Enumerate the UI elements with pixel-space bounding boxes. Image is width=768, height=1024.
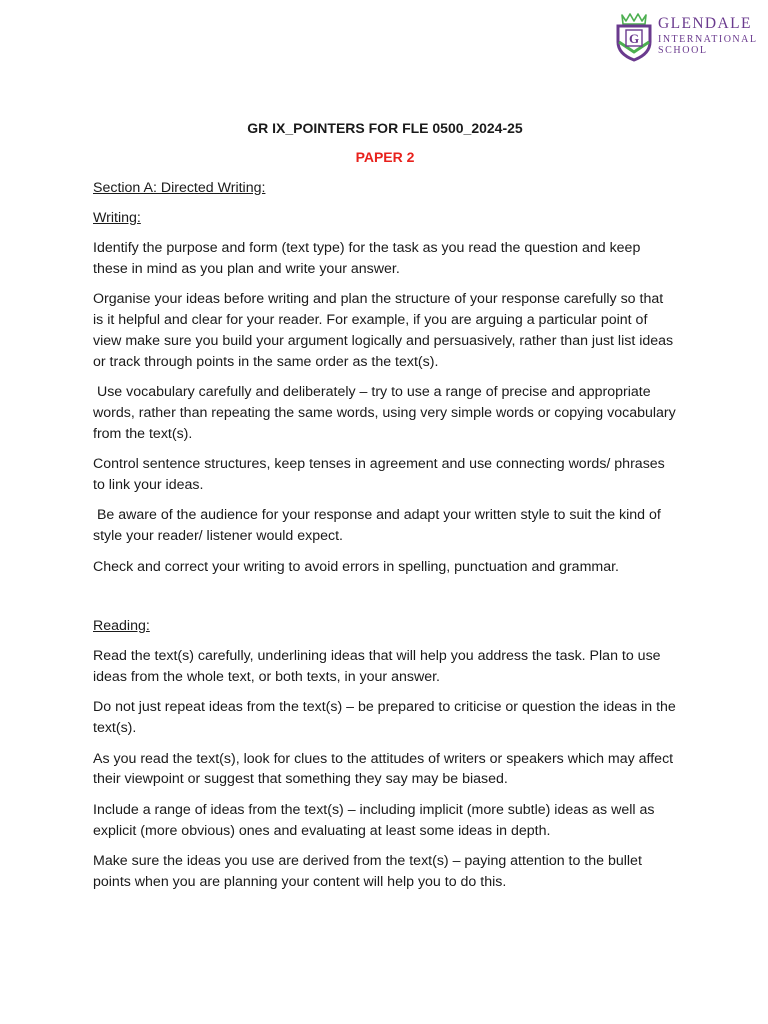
paper-label: PAPER 2 [355,148,415,165]
logo-subtitle-line2: SCHOOL [658,44,708,56]
section-a-heading: Section A: Directed Writing: [93,179,266,196]
crown-shield-icon [614,12,654,62]
writing-point: Use vocabulary carefully and deliberately – try to use a range of precise and appropriate words, rather than repeating the same words, using very simple words or copying vocabulary from the text(s). [93,384,680,442]
reading-point: Do not just repeat ideas from the text(s) – be prepared to criticise or question the ideas in the text(s). [93,699,676,737]
logo-text [658,16,758,56]
reading-heading: Reading: [93,617,150,634]
logo-subtitle-line1: INTERNATIONAL [658,33,758,45]
reading-point: Make sure the ideas you use are derived from the text(s) – paying attention to the bullet points when you are planning your content will help you to do this. [93,852,642,890]
writing-point: Organise your ideas before writing and plan the structure of your response carefully so that is it helpful and clear for your reader. For example, if you are arguing a particular point of view make sure you build your argument logically and persuasively, rather than just list ideas or track through points in the same order as the text(s). [93,291,674,370]
logo-school-name: GLENDALE [658,15,752,32]
writing-point: Check and correct your writing to avoid errors in spelling, punctuation and grammar. [93,558,619,575]
school-logo [614,12,762,64]
writing-point: Identify the purpose and form (text type) for the task as you read the question and keep these in mind as you plan and write your answer. [93,240,641,277]
writing-point: Be aware of the audience for your response and adapt your written style to suit the kind of style your reader/ listener would expect. [93,507,665,545]
document-body [93,118,680,902]
document-title: GR IX_POINTERS FOR FLE 0500_2024-25 [247,120,523,136]
reading-point: Read the text(s) carefully, underlining ideas that will help you address the task. Plan to use ideas from the whole text, or both texts, in your answer. [93,648,661,685]
reading-point: Include a range of ideas from the text(s) – including implicit (more subtle) ideas as well as explicit (more obvious) ones and evaluating at least some ideas in depth. [93,801,655,839]
writing-point: Control sentence structures, keep tenses in agreement and use connecting words/ phrases to link your ideas. [93,456,665,493]
reading-point: As you read the text(s), look for clues to the attitudes of writers or speakers which may affect their viewpoint or suggest that something they say may be biased. [93,750,674,788]
writing-heading: Writing: [93,209,141,226]
section-spacer [93,587,677,616]
logo-badge-letter: G [628,31,640,46]
